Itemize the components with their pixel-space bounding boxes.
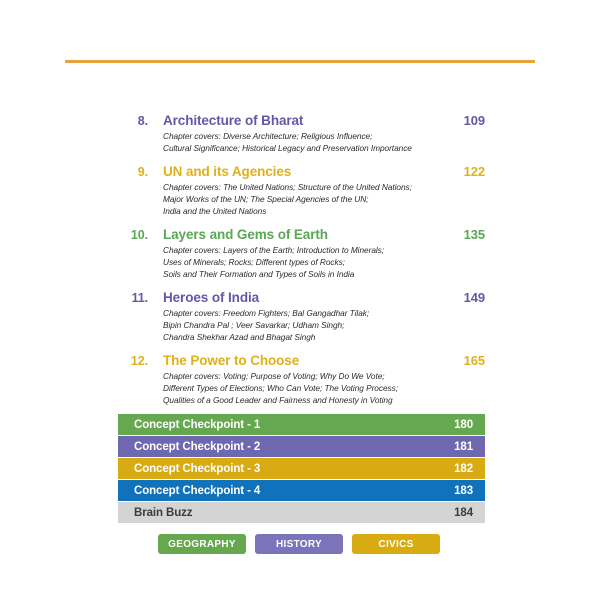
chapter-covers-line: Qualities of a Good Leader and Fairness and Honesty in Voting [163, 395, 393, 406]
checkpoint-row-2[interactable] [118, 436, 485, 457]
toc-entry-chapter-8[interactable] [118, 113, 485, 154]
chapter-number: 8. [137, 114, 148, 128]
chapter-number: 11. [131, 291, 148, 306]
subject-tag-geography[interactable]: GEOGRAPHY [158, 534, 246, 554]
chapter-covers-line: India and the United Nations [163, 206, 267, 217]
checkpoint-label: Concept Checkpoint - 2 [134, 440, 261, 453]
concept-checkpoint-list [118, 414, 485, 524]
checkpoint-label: Concept Checkpoint - 4 [134, 484, 261, 497]
toc-entry-chapter-10[interactable] [118, 227, 485, 280]
checkpoint-row-3[interactable] [118, 458, 485, 479]
header-divider-rule [65, 60, 535, 63]
brain-buzz-label: Brain Buzz [134, 506, 193, 519]
checkpoint-row-1[interactable] [118, 414, 485, 435]
checkpoint-page-number: 181 [454, 440, 473, 453]
table-of-contents-list [118, 113, 485, 416]
brain-buzz-row[interactable] [118, 502, 485, 523]
chapter-covers-line: Chapter covers: Freedom Fighters; Bal Gangadhar Tilak; [163, 308, 370, 319]
chapter-title: The Power to Choose [163, 353, 300, 369]
chapter-page-number: 149 [463, 290, 485, 306]
chapter-page-number: 135 [463, 227, 485, 243]
subject-tag-history[interactable]: HISTORY [255, 534, 343, 554]
subject-tag-group [158, 534, 440, 554]
chapter-covers-line: Chapter covers: Layers of the Earth; Introduction to Minerals; [163, 245, 385, 256]
chapter-title: Heroes of India [163, 290, 260, 306]
chapter-covers-line: Uses of Minerals; Rocks; Different types of Rocks; [163, 257, 345, 268]
chapter-covers-text [163, 370, 485, 406]
toc-entry-chapter-12[interactable] [118, 353, 485, 406]
chapter-number: 10. [130, 228, 148, 243]
chapter-covers-text [163, 307, 485, 343]
chapter-covers-line: Bipin Chandra Pal ; Veer Savarkar; Udham Singh; [163, 320, 345, 331]
chapter-title: Architecture of Bharat [163, 113, 304, 128]
checkpoint-page-number: 182 [454, 462, 473, 475]
chapter-covers-line: Major Works of the UN; The Special Agencies of the UN; [163, 194, 369, 205]
chapter-covers-line: Soils and Their Formation and Types of Soils in India [163, 269, 355, 280]
chapter-covers-text [163, 130, 485, 154]
chapter-page-number: 122 [463, 164, 485, 180]
checkpoint-page-number: 180 [454, 418, 473, 431]
chapter-covers-line: Chapter covers: Voting; Purpose of Voting; Why Do We Vote; [163, 371, 385, 382]
chapter-page-number: 165 [463, 353, 485, 369]
chapter-covers-text [163, 181, 485, 217]
chapter-covers-line: Chapter covers: The United Nations; Structure of the United Nations; [163, 182, 412, 193]
checkpoint-row-4[interactable] [118, 480, 485, 501]
chapter-covers-line: Chandra Shekhar Azad and Bhagat Singh [163, 332, 316, 343]
chapter-heading-row [118, 164, 485, 179]
chapter-number: 12. [130, 354, 148, 369]
chapter-heading-row [118, 227, 485, 242]
checkpoint-page-number: 183 [454, 484, 473, 497]
chapter-covers-line: Different Types of Elections; Who Can Vote; The Voting Process; [163, 383, 398, 394]
chapter-covers-line: Chapter covers: Diverse Architecture; Religious Influence; [163, 131, 373, 141]
chapter-covers-line: Cultural Significance; Historical Legacy and Preservation Importance [163, 143, 412, 154]
chapter-number: 9. [137, 165, 148, 180]
chapter-heading-row [118, 290, 485, 305]
chapter-heading-row [118, 113, 485, 128]
subject-tag-civics[interactable]: CIVICS [352, 534, 440, 554]
chapter-title: Layers and Gems of Earth [163, 227, 328, 243]
chapter-heading-row [118, 353, 485, 368]
checkpoint-label: Concept Checkpoint - 3 [134, 462, 261, 475]
chapter-covers-text [163, 244, 485, 280]
checkpoint-label: Concept Checkpoint - 1 [134, 418, 261, 431]
chapter-page-number: 109 [463, 113, 485, 128]
toc-entry-chapter-9[interactable] [118, 164, 485, 217]
brain-buzz-page-number: 184 [454, 506, 473, 519]
chapter-title: UN and its Agencies [163, 164, 292, 180]
toc-entry-chapter-11[interactable] [118, 290, 485, 343]
